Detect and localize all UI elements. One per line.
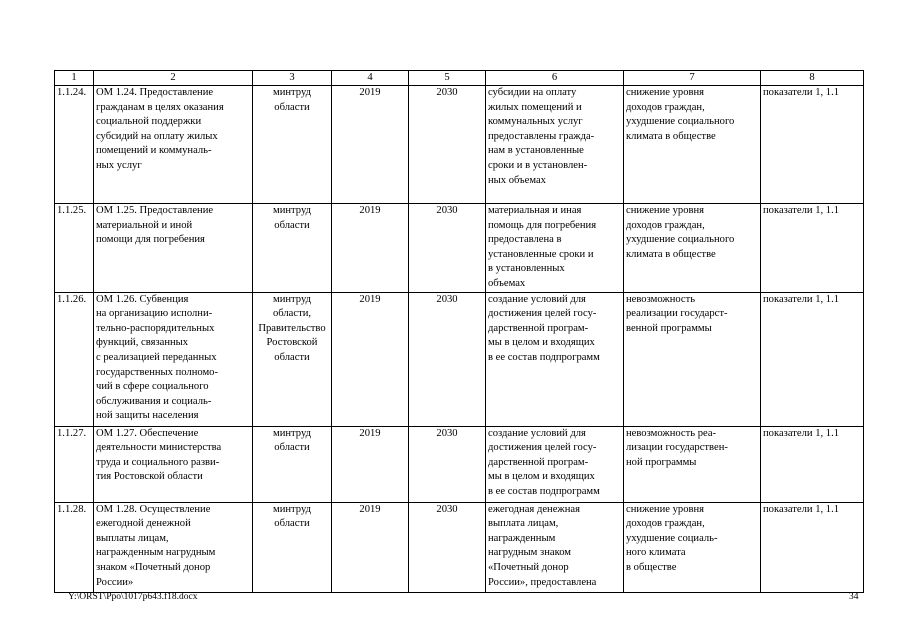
result-cell: субсидии на оплату жилых помещений и коммунальных услуг предоставлены гражда- нам в установленные сроки и в установлен- ных объемах — [486, 86, 624, 204]
executor-cell: минтруд области — [253, 204, 332, 293]
row-number-cell: 1.1.24. — [55, 86, 94, 204]
row-number-cell: 1.1.25. — [55, 204, 94, 293]
column-header: 6 — [486, 71, 624, 86]
executor-cell: минтруд области — [253, 426, 332, 502]
end-year-cell: 2030 — [409, 502, 486, 592]
row-number-cell: 1.1.28. — [55, 502, 94, 592]
row-number-cell: 1.1.26. — [55, 292, 94, 426]
executor-cell: минтруд области, Правительство Ростовской области — [253, 292, 332, 426]
column-header: 5 — [409, 71, 486, 86]
indicators-cell: показатели 1, 1.1 — [761, 292, 864, 426]
page-number: 34 — [849, 592, 859, 602]
measure-cell: ОМ 1.25. Предоставление материальной и иной помощи для погребения — [94, 204, 253, 293]
result-cell: ежегодная денежная выплата лицам, награжденным нагрудным знаком «Почетный донор России», предоставлена — [486, 502, 624, 592]
start-year-cell: 2019 — [332, 204, 409, 293]
measure-cell: ОМ 1.26. Субвенция на организацию исполни- тельно-распорядительных функций, связанных с реализацией переданных государственных полномо- чий в сфере социального обслуживания и социаль- ной защиты населения — [94, 292, 253, 426]
consequences-cell: снижение уровня доходов граждан, ухудшение социального климата в обществе — [624, 86, 761, 204]
executor-cell: минтруд области — [253, 86, 332, 204]
indicators-cell: показатели 1, 1.1 — [761, 502, 864, 592]
end-year-cell: 2030 — [409, 426, 486, 502]
measure-cell: ОМ 1.24. Предоставление гражданам в целях оказания социальной поддержки субсидий на оплату жилых помещений и коммуналь- ных услуг — [94, 86, 253, 204]
consequences-cell: невозможность реа- лизации государствен- ной программы — [624, 426, 761, 502]
row-number-cell: 1.1.27. — [55, 426, 94, 502]
result-cell: создание условий для достижения целей госу- дарственной програм- мы в целом и входящих в ее состав подпрограмм — [486, 292, 624, 426]
start-year-cell: 2019 — [332, 292, 409, 426]
document-table — [54, 70, 864, 593]
table-row — [55, 292, 864, 426]
consequences-cell: снижение уровня доходов граждан, ухудшение социального климата в обществе — [624, 204, 761, 293]
column-header: 4 — [332, 71, 409, 86]
table-row — [55, 426, 864, 502]
indicators-cell: показатели 1, 1.1 — [761, 204, 864, 293]
column-header: 1 — [55, 71, 94, 86]
start-year-cell: 2019 — [332, 502, 409, 592]
end-year-cell: 2030 — [409, 86, 486, 204]
result-cell: материальная и иная помощь для погребения предоставлена в установленные сроки и в установленных объемах — [486, 204, 624, 293]
table-row — [55, 502, 864, 592]
end-year-cell: 2030 — [409, 204, 486, 293]
column-header: 8 — [761, 71, 864, 86]
executor-cell: минтруд области — [253, 502, 332, 592]
consequences-cell: невозможность реализации государст- венной программы — [624, 292, 761, 426]
end-year-cell: 2030 — [409, 292, 486, 426]
measure-cell: ОМ 1.28. Осуществление ежегодной денежной выплаты лицам, награжденным нагрудным знаком «Почетный донор России» — [94, 502, 253, 592]
table-row — [55, 204, 864, 293]
indicators-cell: показатели 1, 1.1 — [761, 426, 864, 502]
column-header: 7 — [624, 71, 761, 86]
consequences-cell: снижение уровня доходов граждан, ухудшение социаль- ного климата в обществе — [624, 502, 761, 592]
measure-cell: ОМ 1.27. Обеспечение деятельности министерства труда и социального разви- тия Ростовской области — [94, 426, 253, 502]
column-header: 3 — [253, 71, 332, 86]
result-cell: создание условий для достижения целей госу- дарственной програм- мы в целом и входящих в ее состав подпрограмм — [486, 426, 624, 502]
column-header: 2 — [94, 71, 253, 86]
start-year-cell: 2019 — [332, 426, 409, 502]
start-year-cell: 2019 — [332, 86, 409, 204]
indicators-cell: показатели 1, 1.1 — [761, 86, 864, 204]
footer-file-path: Y:\ORST\Ppo\1017p643.f18.docx — [68, 592, 198, 602]
table-row — [55, 86, 864, 204]
table-header-row — [55, 71, 864, 86]
